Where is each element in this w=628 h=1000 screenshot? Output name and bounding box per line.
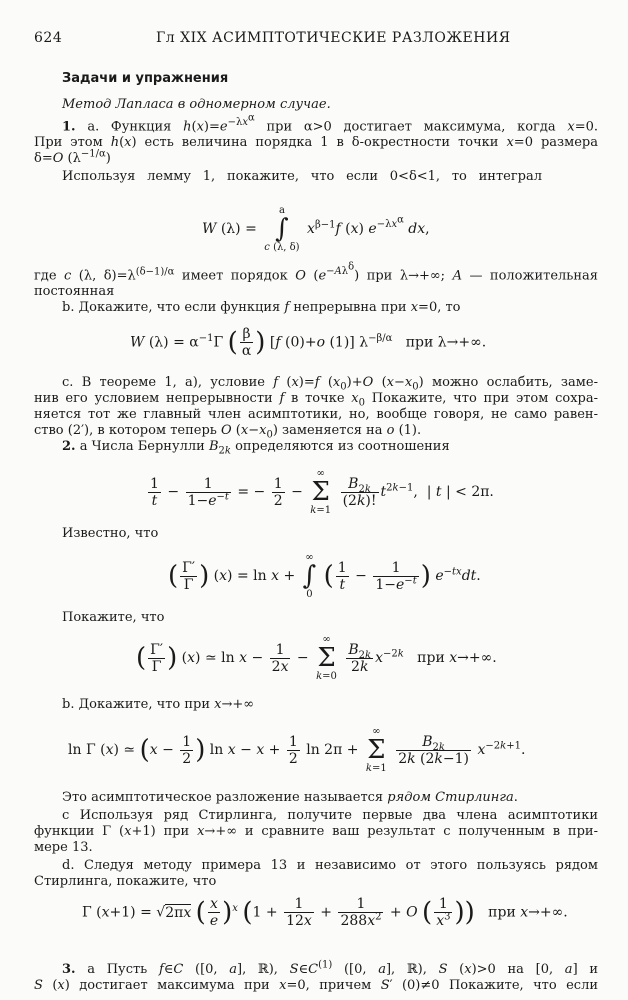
text-line: Используя лемму 1, покажите, что если 0<δ<1, то интеграл (62, 169, 542, 184)
equation-5: ( $\frac{\Gamma'}{\Gamma}$ ) (x) ≃ ln x − $\frac{1}{2x}$ − ∞ Σ k=0 $\frac{B_{2k}}{2k}$ $x^{-2k}$ при x→+∞. (136, 634, 497, 682)
text-line: функции Γ (x+1) при x→+∞ и сравните ваш результат с полученным в при- (34, 824, 598, 839)
text-line: b. Докажите, что если функция f непрерывна при x=0, то (62, 300, 461, 315)
text-line: S (x) достигает максимума при x=0, причем S′ (0)≠0 Покажите, что если (34, 978, 598, 993)
equation-4: ( $\frac{\Gamma'}{\Gamma}$ ) (x) = ln x + ∞ ∫ 0 ( $\frac{1}{t}$ − $\frac{1}{1-e^{-t}}$ ) $e^{-tx}dt$. (168, 552, 481, 600)
chapter-title: Гл XIX АСИМПТОТИЧЕСКИЕ РАЗЛОЖЕНИЯ (156, 30, 511, 46)
text-line: δ=O $(\lambda^{-1/\alpha})$ (34, 148, 111, 166)
text-line: 2. a Числа Бернулли $B_{2k}$ определяются из соотношения (62, 439, 450, 457)
text-line: c. В теореме 1, a), условие f (x)=f $(x_0)+O$ $(x-x_0)$ можно ослабить, заме- (62, 375, 598, 393)
equation-6: ln Γ (x) ≃ (x − $\frac{1}{2}$ ) ln x − x + $\frac{1}{2}$ ln 2π + ∞ Σ k=1 $\frac{B_{2k}}{2k (2k-1)}$ $x^{-2k+1}$. (68, 726, 526, 774)
equation-3: $\frac{1}{t}$ − $\frac{1}{1-e^{-t}}$ = − $\frac{1}{2}$ − ∞ Σ k=1 $\frac{B_{2k}}{(2k)!}$ $t^{2k-1}$, | t | < 2π. (150, 468, 494, 516)
page-number: 624 (34, 30, 63, 46)
text-line: d. Следуя методу примера 13 и независимо от этого пользуясь рядом (62, 858, 598, 873)
text-line: где c (λ, $\delta)=\lambda^{(\delta-1)/\alpha}$ имеет порядок O $(e^{-A\lambda^\delta})$ при λ→+∞; A — положительная (34, 262, 598, 284)
text-line: нив его условием непрерывности f в точке $x_0$ Покажите, что при этом сохра- (34, 391, 599, 409)
text-line: Известно, что (62, 526, 159, 541)
text-line: c Используя ряд Стирлинга, получите первые два члена асимптотики (62, 808, 598, 823)
text-line: При этом h(x) есть величина порядка 1 в δ-окрестности точки x=0 размера (34, 135, 598, 150)
text-line: мере 13. (34, 840, 93, 855)
text-line: 1. a. Функция $h(x)=e^{-\lambda x^\alpha}$ при α>0 достигает максимума, когда x=0. (62, 113, 598, 135)
text-line: b. Докажите, что при x→+∞ (62, 697, 255, 712)
text-line: няется тот же главный член асимптотики, но, вообще говоря, не само равен- (34, 407, 598, 422)
text-line: ство (2′), в котором теперь O $(x-x_0)$ заменяется на o (1). (34, 423, 422, 441)
section-title: Задачи и упражнения (62, 71, 229, 86)
text-line: постоянная (34, 284, 115, 299)
text-line: 3. a Пусть f∈C ([0, a], ℝ), $S\in C^{(1)}$ ([0, a], ℝ), S (x)>0 на [0, a] и (62, 959, 598, 977)
section-subtitle: Метод Лапласа в одномерном случае. (62, 97, 331, 112)
text-line: Покажите, что (62, 610, 165, 625)
equation-7: Γ (x+1) = √2πx ( $\frac{x}{e}$ )$^x$ (1 + $\frac{1}{12x}$ + $\frac{1}{288x^2}$ + O ( $\frac{1}{x^3}$ )) при x→+∞. (82, 896, 568, 929)
equation-1: W (λ) = a ∫ c (λ, δ) $x^{\beta-1}f$ (x) $e^{-\lambda x^\alpha}$ dx, (202, 205, 430, 253)
text-line: Стирлинга, покажите, что (34, 874, 217, 889)
equation-2: W $(\lambda) = \alpha^{-1}\Gamma$ ( $\frac{\beta}{\alpha}$ ) [f (0)+o (1)] $\lambda^{-\beta/\alpha}$ при λ→+∞. (130, 326, 487, 359)
text-line: Это асимптотическое разложение называется рядом Стирлинга. (62, 790, 518, 805)
